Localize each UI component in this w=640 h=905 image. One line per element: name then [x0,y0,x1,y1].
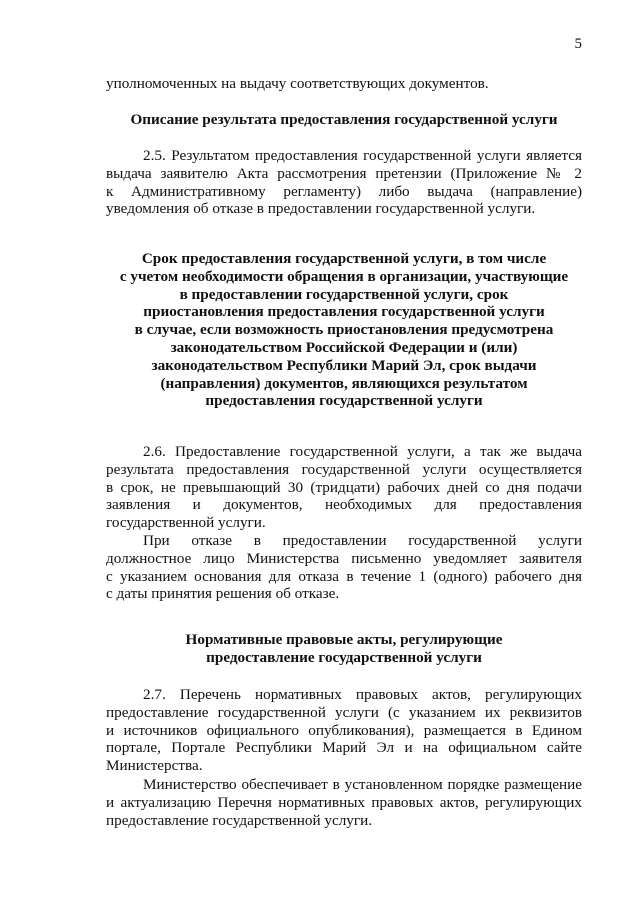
text-line: 2.7. Перечень нормативных правовых актов, регулирующих [143,686,582,703]
text-line: и источников официального опубликования), размещается в Едином [106,721,582,739]
heading-line: Нормативные правовые акты, регулирующие [185,631,503,648]
text-line: результата предоставления государственной услуги осуществляется [106,460,582,478]
text-line: Министерство обеспечивает в установленном порядке размещение [143,776,582,793]
paragraph-2-7 [106,686,582,775]
text-line: выдача заявителю Акта рассмотрения претензии (Приложение № 2 [106,164,582,182]
text-line: При отказе в предоставлении государственной услуги [143,532,582,549]
text-line: предоставление государственной услуги. [106,811,373,829]
text-line: должностное лицо Министерства письменно уведомляет заявителя [106,549,582,567]
heading-line: в предоставлении государственной услуги, срок [179,285,509,303]
heading-line: Описание результата предоставления государственной услуги [130,111,558,128]
heading-line: в случае, если возможность приостановления предусмотрена [134,321,554,339]
heading-line: с учетом необходимости обращения в организации, участвующие [119,267,569,285]
text-line: предоставление государственной услуги (с указанием их реквизитов [106,703,582,721]
intro-paragraph [106,75,582,93]
text-line: портале, Портале Республики Марий Эл и на официальном сайте [106,739,582,757]
page-number: 5 [574,36,582,52]
text-line: заявления и документов, необходимых для предоставления [106,496,582,514]
paragraph-2-5 [106,147,582,218]
text-line: 2.6. Предоставление государственной услуги, а так же выдача [143,443,582,460]
text-line: 2.5. Результатом предоставления государственной услуги является [143,147,582,164]
text-line: с указанием основания для отказа в течение 1 (одного) рабочего дня [106,567,582,585]
text-line: и актуализацию Перечня нормативных правовых актов, регулирующих [106,793,582,811]
text-line: в срок, не превышающий 30 (тридцати) рабочих дней со дня подачи [106,478,582,496]
heading-line: Срок предоставления государственной услуги, в том числе [141,250,547,267]
heading-line: (направления) документов, являющихся результатом [160,374,528,392]
heading-line: приостановления предоставления государственной услуги [143,303,545,321]
text-line: уполномоченных на выдачу соответствующих документов. [106,75,489,92]
text-line: государственной услуги. [106,514,266,532]
heading-line: законодательством Республики Марий Эл, срок выдачи [151,356,537,374]
section-heading [106,631,582,667]
text-line: к Административному регламенту) либо выдача (направление) [106,182,582,200]
section-heading [106,111,582,129]
paragraph-2-6 [106,443,582,532]
section-heading [106,250,582,410]
paragraph-refusal [106,532,582,603]
heading-line: предоставления государственной услуги [205,392,483,410]
paragraph-ministry [106,776,582,829]
text-line: с даты принятия решения об отказе. [106,585,340,603]
text-line: уведомления об отказе в предоставлении государственной услуги. [106,200,536,218]
heading-line: законодательством Российской Федерации и (или) [170,338,518,356]
heading-line: предоставление государственной услуги [206,648,482,666]
text-line: Министерства. [106,757,203,775]
